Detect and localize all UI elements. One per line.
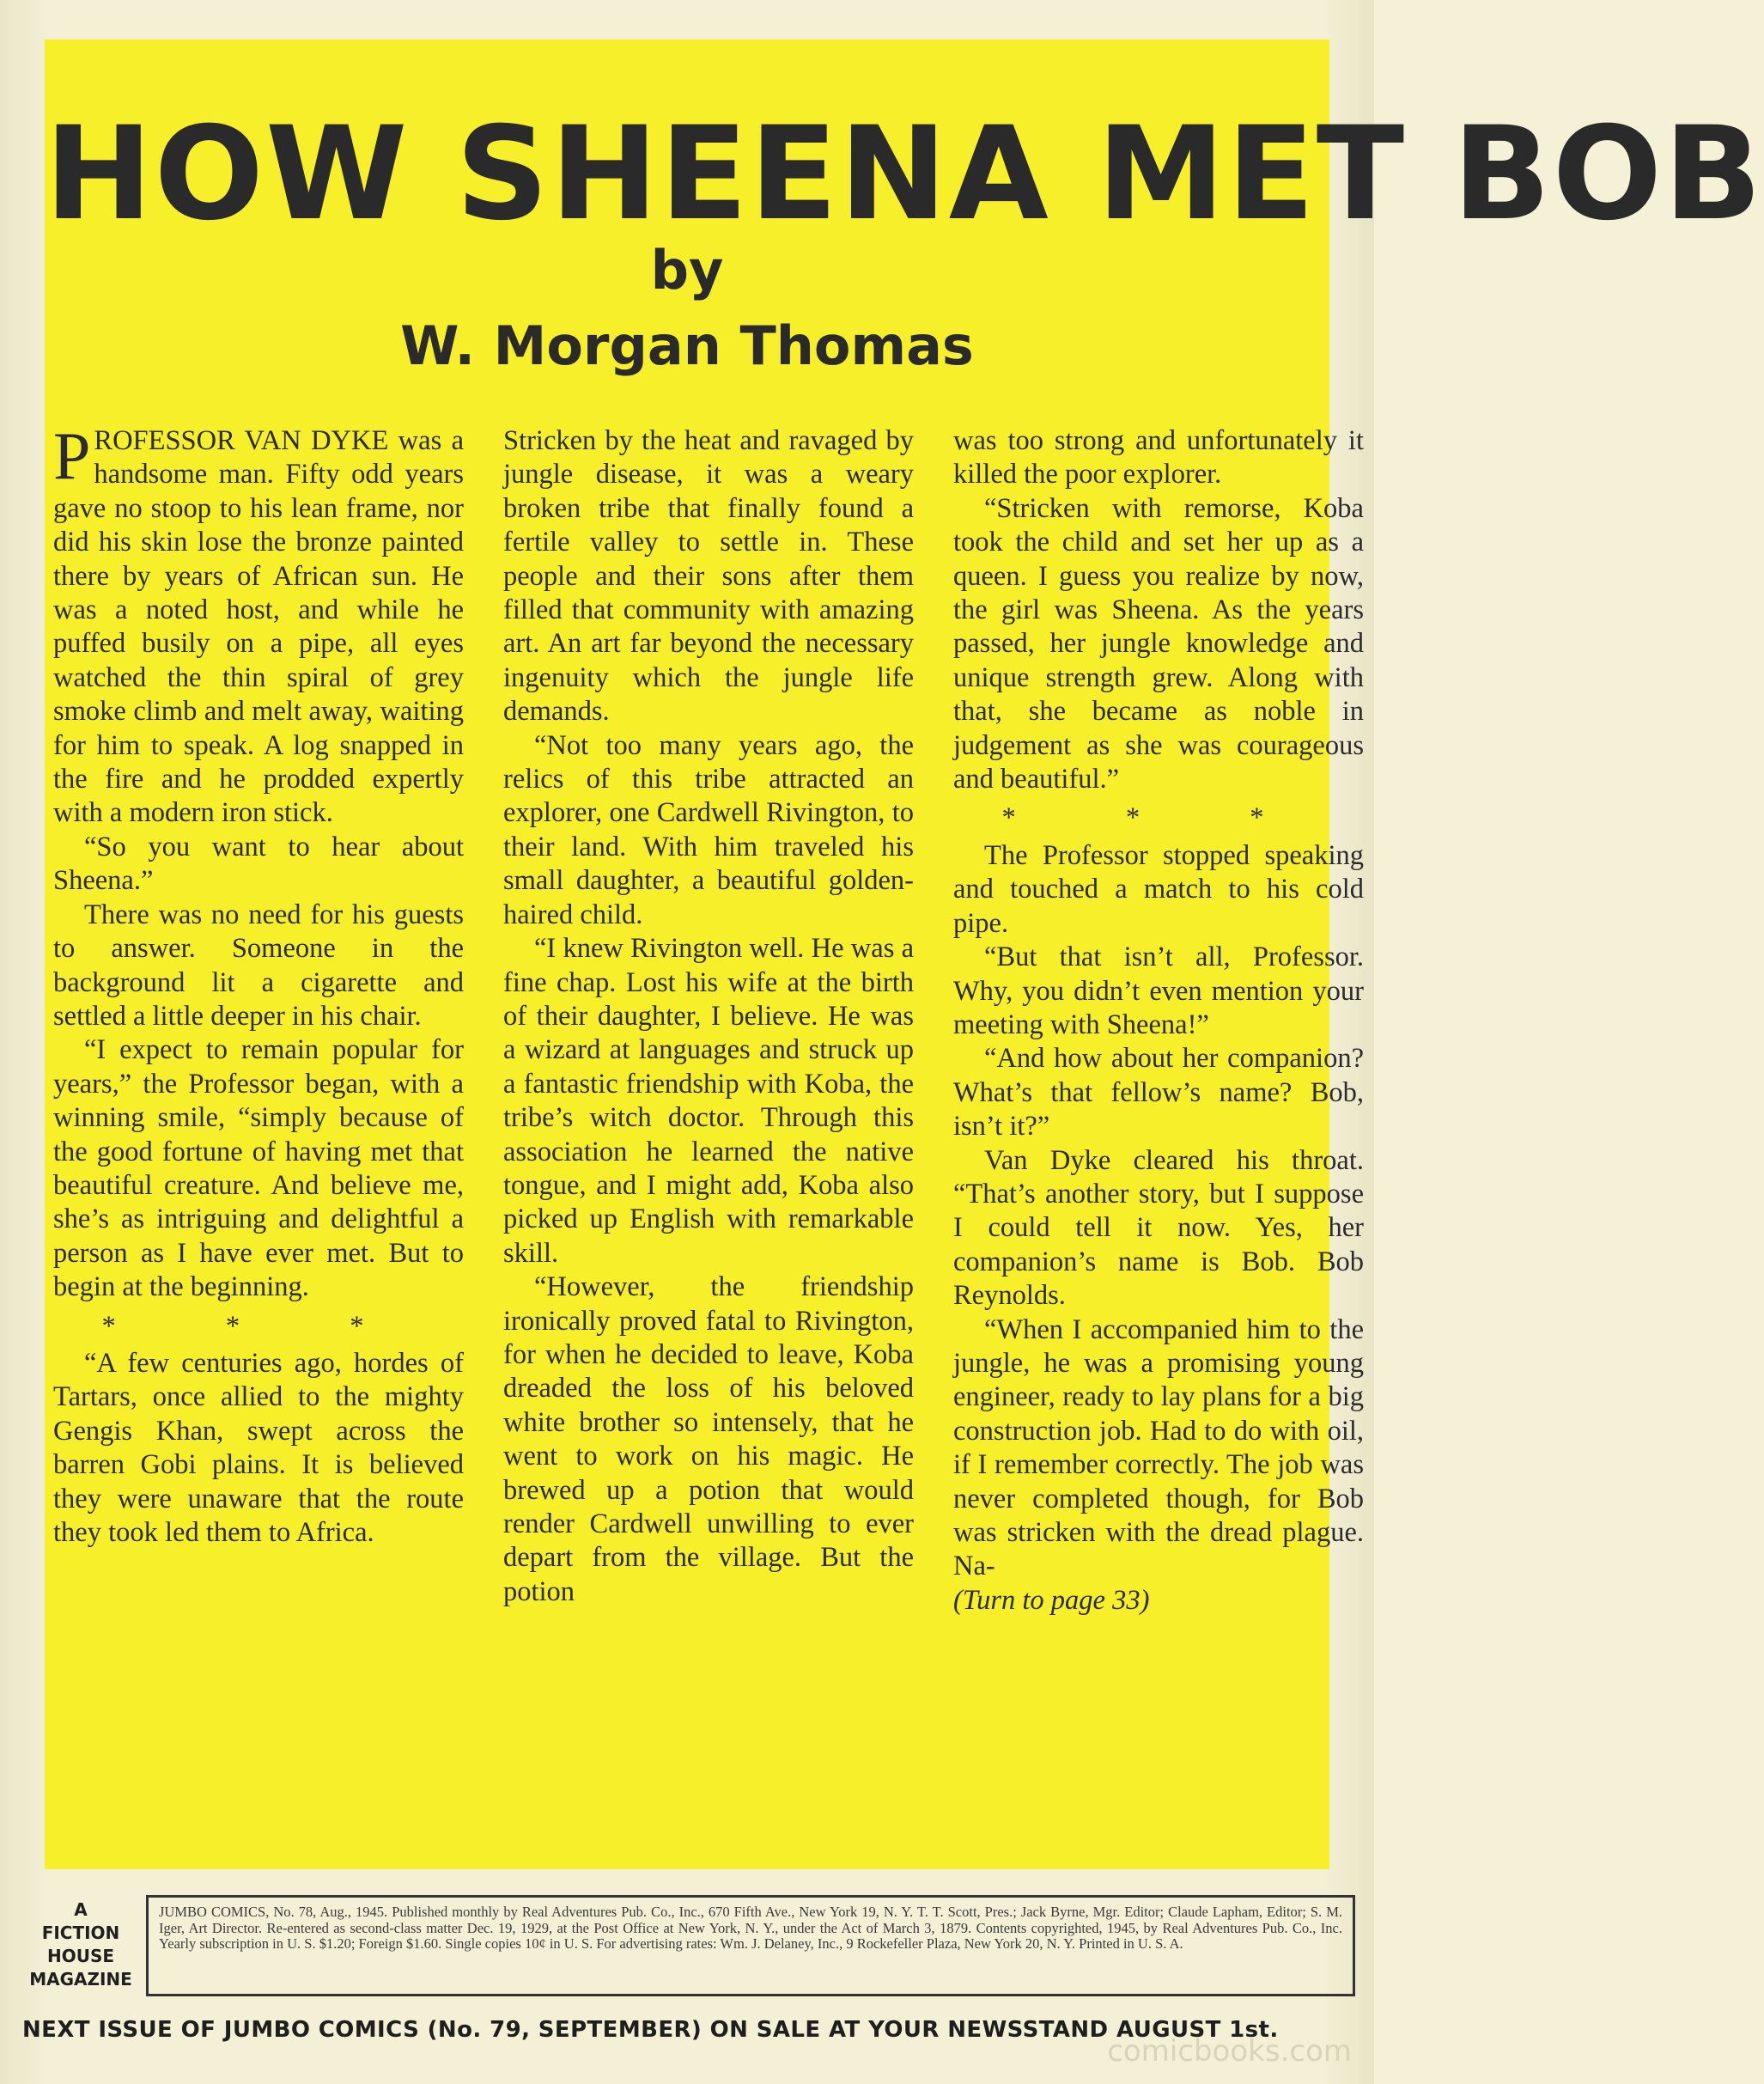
article-panel — [45, 40, 1764, 1869]
paragraph: “I knew Rivington well. He was a fine chap. Lost his wife at the birth of their daughter, I believe. He was a wizard at languages and struck up a fantastic friendship with Koba, the tribe’s witch doctor. Through this association he learned the native tongue, and I might add, Koba also picked up English with remarkable skill. — [503, 933, 914, 1269]
paragraph: Stricken by the heat and ravaged by jungle disease, it was a weary broken tribe that finally found a fertile valley to settle in. These people and their sons after them filled that community with amazing art. An art far beyond the necessary ingenuity which the jungle life demands. — [503, 425, 914, 728]
text-column-1 — [53, 418, 464, 1550]
next-issue-notice: NEXT ISSUE OF JUMBO COMICS (No. 79, SEPTEMBER) ON SALE AT YOUR NEWSSTAND AUGUST 1st. — [22, 2017, 1279, 2043]
paragraph: “So you want to hear about Sheena.” — [53, 831, 464, 897]
drop-cap: P — [53, 418, 91, 493]
paragraph: Van Dyke cleared his throat. “That’s another story, but I suppose I could tell it now. Yes, her companion’s name is Bob. Bob Reynolds. — [953, 1144, 1364, 1312]
paragraph: “Not too many years ago, the relics of this tribe attracted an explorer, one Cardwell Rivington, to their land. With him traveled his small daughter, a beautiful golden-haired child. — [503, 729, 914, 930]
paragraph: “Stricken with remorse, Koba took the child and set her up as a queen. I guess you realize by now, the girl was Sheena. As the years passed, her jungle knowledge and unique strength grew. Along with that, she became as noble in judgement as she was courageous and beautiful.” — [953, 492, 1364, 795]
badge-line: MAGAZINE — [29, 1969, 132, 1990]
watermark: comicbooks.com — [1107, 2034, 1352, 2069]
paragraph: The Professor stopped speaking and touched a match to his cold pipe. — [953, 839, 1364, 939]
badge-line: HOUSE — [46, 1946, 115, 1966]
paragraph: “A few centuries ago, hordes of Tartars, once allied to the mighty Gengis Khan, swept across the barren Gobi plains. It is believed they were unaware that the route they took led them to Africa. — [53, 1347, 464, 1548]
paragraph: “I expect to remain popular for years,” the Professor began, with a winning smile, “simply because of the good fortune of having met that beautiful creature. And believe me, she’s as intriguing and delightful a person as I have ever met. But to begin at the beginning. — [53, 1034, 464, 1303]
paragraph: “But that isn’t all, Professor. Why, you didn’t even mention your meeting with Sheena!” — [953, 941, 1364, 1040]
paragraph: ROFESSOR VAN DYKE was a handsome man. Fifty odd years gave no stoop to his lean frame, nor did his skin lose the bronze painted there by years of African sun. He was a noted host, and while he puffed busily on a pipe, all eyes watched the thin spiral of grey smoke climb and melt away, waiting for him to speak. A log snapped in the fire and he prodded expertly with a modern iron stick. — [53, 425, 464, 829]
badge-line: A — [74, 1899, 88, 1920]
continuation-note: (Turn to page 33) — [953, 1584, 1150, 1616]
section-break: * * * — [1001, 802, 1316, 834]
fiction-house-badge — [22, 1898, 139, 1991]
paragraph: “When I accompanied him to the jungle, he was a promising young engineer, ready to lay plans for a big construction job. Had to do with oil, if I remember correctly. The job was never completed though, for Bob was stricken with the dread plague. Na- — [953, 1313, 1364, 1582]
paragraph: “And how about her companion? What’s that fellow’s name? Bob, isn’t it?” — [953, 1043, 1364, 1143]
paragraph: “However, the friendship ironically proved fatal to Rivington, for when he decided to leave, Koba dreaded the loss of his beloved white brother so intensely, that he went to work on his magic. He brewed up a potion that would render Cardwell unwilling to ever depart from the village. But the potion — [503, 1271, 914, 1607]
author-name: W. Morgan Thomas — [400, 314, 974, 377]
text-column-2 — [503, 424, 914, 1609]
paragraph: was too strong and unfortunately it killed the poor explorer. — [953, 425, 1364, 491]
byline-by: by — [650, 239, 724, 302]
paragraph: There was no need for his guests to answer. Someone in the background lit a cigarette and settled a little deeper in his chair. — [53, 899, 464, 1032]
badge-line: FICTION — [41, 1923, 120, 1943]
article-title: HOW SHEENA MET BOB — [45, 100, 1764, 249]
publication-imprint: JUMBO COMICS, No. 78, Aug., 1945. Published monthly by Real Adventures Pub. Co., Inc., 670 Fifth Ave., New York 19, N. Y. T. T. Scott, Pres.; Jack Byrne, Mgr. Editor; Claude Lapham, Editor; S. M. Iger, Art Director. Re-entered as second-class matter Dec. 19, 1929, at the Post Office at New York, N. Y., under the Act of March 3, 1879. Contents copyrighted, 1945, by Real Adventures Pub. Co., Inc. Yearly subscription in U. S. $1.20; Foreign $1.60. Single copies 10¢ in U. S. For advertising rates: Wm. J. Delaney, Inc., 9 Rockefeller Plaza, New York 20, N. Y. Printed in U. S. A. — [146, 1895, 1355, 1996]
text-column-3 — [953, 424, 1364, 1618]
section-break: * * * — [101, 1310, 416, 1342]
